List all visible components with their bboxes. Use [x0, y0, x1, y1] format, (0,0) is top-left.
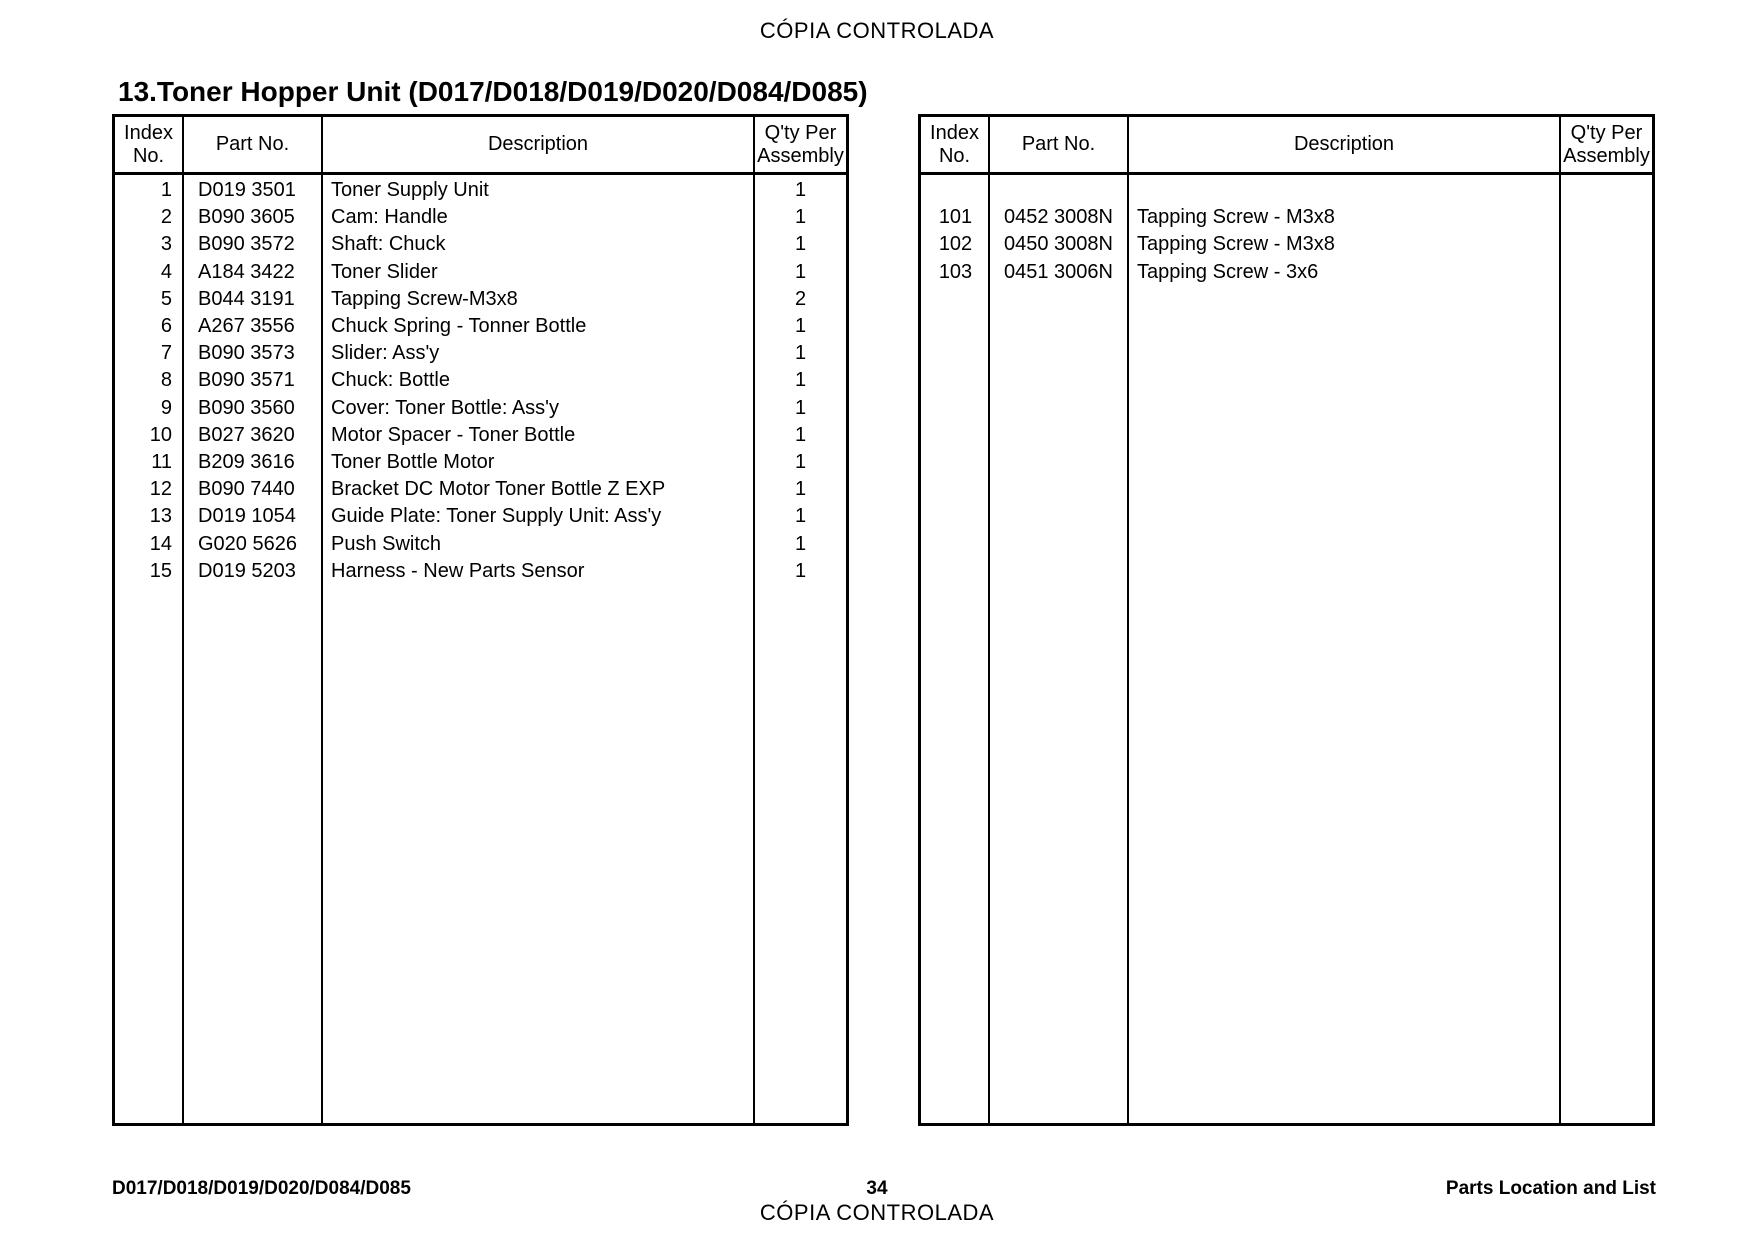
- description-cell: Push Switch: [331, 532, 442, 555]
- table-row: [115, 395, 846, 422]
- qty-cell: 1: [794, 342, 807, 365]
- description-cell: Harness - New Parts Sensor: [331, 559, 585, 582]
- header-index: Index No.: [921, 117, 990, 172]
- index-cell: 5: [160, 287, 172, 310]
- page-title: 13.Toner Hopper Unit (D017/D018/D019/D020/D084/D085): [118, 76, 868, 107]
- footer-section: Parts Location and List: [1445, 1178, 1656, 1199]
- part-no-cell: B090 3571: [198, 369, 295, 392]
- qty-cell: 1: [794, 450, 807, 473]
- qty-cell: 1: [794, 179, 807, 202]
- qty-cell: 1: [794, 559, 807, 582]
- index-cell: 8: [160, 369, 172, 392]
- index-cell: 6: [160, 315, 172, 338]
- table-row: [115, 231, 846, 258]
- table-row: [115, 503, 846, 530]
- index-cell: 101: [938, 206, 973, 229]
- description-cell: Tapping Screw - M3x8: [1137, 233, 1335, 256]
- part-no-cell: B209 3616: [198, 450, 295, 473]
- table-row: [115, 476, 846, 503]
- table-row: [921, 204, 1652, 231]
- index-cell: 15: [149, 559, 172, 582]
- description-cell: Bracket DC Motor Toner Bottle Z EXP: [331, 478, 666, 501]
- part-no-cell: D019 3501: [198, 179, 296, 202]
- description-cell: Motor Spacer - Toner Bottle: [331, 423, 576, 446]
- qty-cell: 2: [794, 287, 807, 310]
- index-cell: 102: [938, 233, 973, 256]
- qty-cell: 1: [794, 206, 807, 229]
- header-part-no: Part No.: [990, 117, 1129, 172]
- qty-cell: 1: [794, 505, 807, 528]
- table-row: [115, 422, 846, 449]
- qty-cell: 1: [794, 369, 807, 392]
- footer-models: D017/D018/D019/D020/D084/D085: [112, 1178, 411, 1199]
- index-cell: 10: [149, 423, 172, 446]
- part-no-cell: 0452 3008N: [1004, 206, 1113, 229]
- part-no-cell: B090 7440: [198, 478, 295, 501]
- description-cell: Slider: Ass'y: [331, 342, 440, 365]
- table-row: [115, 286, 846, 313]
- part-no-cell: B090 3572: [198, 233, 295, 256]
- qty-cell: 1: [794, 396, 807, 419]
- controlled-copy-stamp-top: CÓPIA CONTROLADA: [759, 18, 995, 43]
- part-no-cell: G020 5626: [198, 532, 297, 555]
- description-cell: Cam: Handle: [331, 206, 448, 229]
- part-no-cell: 0451 3006N: [1004, 260, 1113, 283]
- header-description: Description: [1129, 117, 1561, 172]
- table-body: [921, 175, 1652, 1123]
- description-cell: Tapping Screw - 3x6: [1137, 260, 1319, 283]
- part-no-cell: A184 3422: [198, 260, 295, 283]
- table-row: [115, 177, 846, 204]
- part-no-cell: B090 3560: [198, 396, 295, 419]
- header-description: Description: [323, 117, 755, 172]
- description-cell: Cover: Toner Bottle: Ass'y: [331, 396, 559, 419]
- header-index: Index No.: [115, 117, 184, 172]
- index-cell: 7: [160, 342, 172, 365]
- qty-cell: 1: [794, 423, 807, 446]
- index-cell: 11: [151, 450, 172, 473]
- table-header: [921, 117, 1652, 175]
- table-row: [115, 367, 846, 394]
- description-cell: Toner Bottle Motor: [331, 450, 495, 473]
- header-qty: Q'ty Per Assembly: [1563, 121, 1650, 167]
- table-body: [115, 175, 846, 1123]
- qty-cell: 1: [794, 532, 807, 555]
- table-row: [115, 449, 846, 476]
- part-no-cell: B090 3573: [198, 342, 295, 365]
- index-cell: 14: [149, 532, 172, 555]
- table-row: [921, 259, 1652, 286]
- table-row: [115, 530, 846, 557]
- index-cell: 4: [160, 260, 172, 283]
- index-cell: 1: [160, 179, 172, 202]
- index-cell: 12: [149, 478, 172, 501]
- description-cell: Tapping Screw - M3x8: [1137, 206, 1335, 229]
- index-cell: 2: [160, 206, 172, 229]
- controlled-copy-stamp-bottom: CÓPIA CONTROLADA: [759, 1200, 995, 1225]
- header-part-no: Part No.: [184, 117, 323, 172]
- parts-table-right: [918, 114, 1655, 1126]
- description-cell: Toner Supply Unit: [331, 179, 489, 202]
- part-no-cell: B027 3620: [198, 423, 295, 446]
- parts-table-left: [112, 114, 849, 1126]
- description-cell: Shaft: Chuck: [331, 233, 446, 256]
- qty-cell: 1: [794, 260, 807, 283]
- description-cell: Chuck: Bottle: [331, 369, 450, 392]
- header-qty: Q'ty Per Assembly: [757, 121, 844, 167]
- qty-cell: 1: [794, 478, 807, 501]
- part-no-cell: A267 3556: [198, 315, 295, 338]
- description-cell: Chuck Spring - Tonner Bottle: [331, 315, 587, 338]
- part-no-cell: D019 5203: [198, 559, 296, 582]
- description-cell: Toner Slider: [331, 260, 438, 283]
- index-cell: 3: [160, 233, 172, 256]
- table-row: [115, 340, 846, 367]
- footer-page-number: 34: [866, 1178, 888, 1199]
- part-no-cell: 0450 3008N: [1004, 233, 1113, 256]
- index-cell: 13: [149, 505, 172, 528]
- part-no-cell: B044 3191: [198, 287, 295, 310]
- qty-cell: 1: [794, 233, 807, 256]
- index-cell: 9: [160, 396, 172, 419]
- part-no-cell: B090 3605: [198, 206, 295, 229]
- table-header: [115, 117, 846, 175]
- table-row: [921, 177, 1652, 204]
- description-cell: Tapping Screw-M3x8: [331, 287, 518, 310]
- table-row: [921, 231, 1652, 258]
- table-row: [115, 259, 846, 286]
- table-rows: [921, 175, 1652, 286]
- table-row: [115, 558, 846, 585]
- table-rows: [115, 175, 846, 585]
- qty-cell: 1: [794, 315, 807, 338]
- index-cell: 103: [938, 260, 973, 283]
- table-row: [115, 313, 846, 340]
- table-row: [115, 204, 846, 231]
- description-cell: Guide Plate: Toner Supply Unit: Ass'y: [331, 505, 662, 528]
- part-no-cell: D019 1054: [198, 505, 296, 528]
